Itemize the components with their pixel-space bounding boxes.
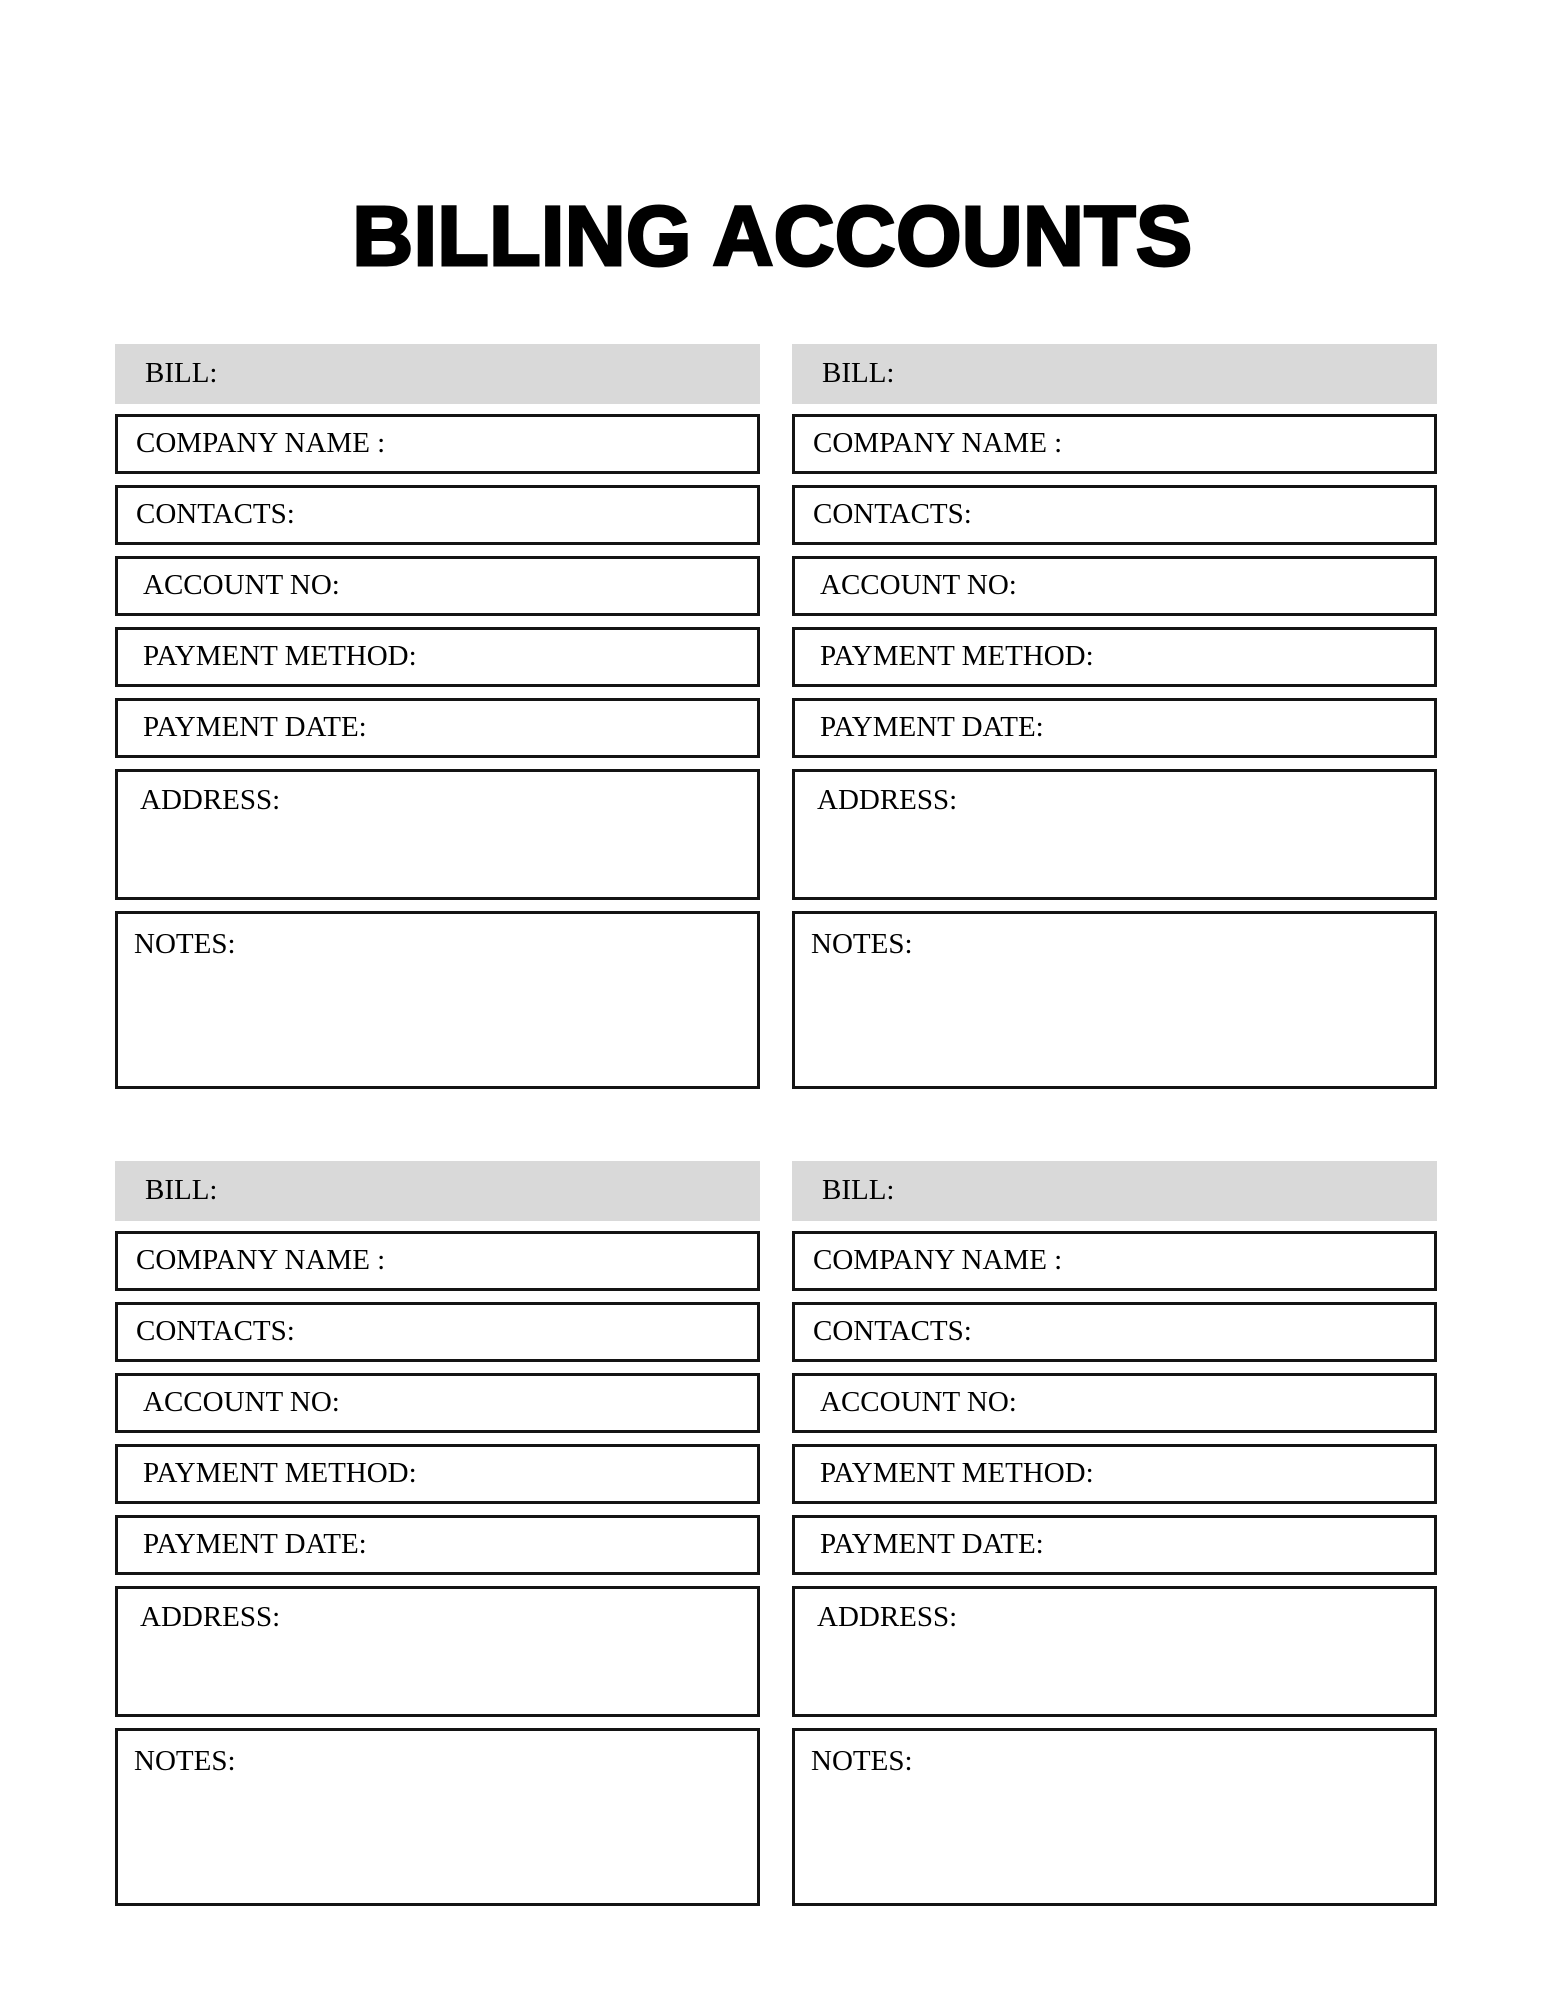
address-field[interactable] — [115, 769, 760, 900]
payment-method-field[interactable] — [792, 1444, 1437, 1504]
contacts-label: CONTACTS: — [136, 1315, 295, 1348]
account-no-label: ACCOUNT NO: — [143, 1386, 340, 1419]
company-name-field[interactable] — [792, 414, 1437, 474]
account-no-field[interactable] — [792, 1373, 1437, 1433]
contacts-field[interactable] — [115, 485, 760, 545]
payment-date-field[interactable] — [792, 1515, 1437, 1575]
payment-method-label: PAYMENT METHOD: — [143, 1457, 417, 1490]
notes-field[interactable] — [115, 911, 760, 1089]
account-no-label: ACCOUNT NO: — [820, 1386, 1017, 1419]
account-no-field[interactable] — [115, 1373, 760, 1433]
account-no-label: ACCOUNT NO: — [143, 569, 340, 602]
cards-grid — [115, 344, 1437, 1906]
notes-label: NOTES: — [134, 928, 236, 961]
notes-field[interactable] — [792, 911, 1437, 1089]
bill-label: BILL: — [822, 357, 895, 390]
payment-date-field[interactable] — [115, 698, 760, 758]
bill-label: BILL: — [145, 1174, 218, 1207]
bill-label: BILL: — [822, 1174, 895, 1207]
notes-field[interactable] — [792, 1728, 1437, 1906]
account-no-field[interactable] — [115, 556, 760, 616]
bill-name-field[interactable] — [792, 344, 1437, 404]
billing-card-bottom-right — [792, 1161, 1437, 1906]
address-label: ADDRESS: — [817, 784, 958, 817]
bill-name-field[interactable] — [792, 1161, 1437, 1221]
bill-name-field[interactable] — [115, 1161, 760, 1221]
page-title: BILLING ACCOUNTS — [352, 189, 1193, 284]
address-label: ADDRESS: — [140, 1601, 281, 1634]
payment-date-label: PAYMENT DATE: — [143, 1528, 367, 1561]
payment-method-field[interactable] — [115, 627, 760, 687]
payment-method-label: PAYMENT METHOD: — [820, 640, 1094, 673]
notes-field[interactable] — [115, 1728, 760, 1906]
account-no-label: ACCOUNT NO: — [820, 569, 1017, 602]
payment-method-field[interactable] — [792, 627, 1437, 687]
payment-method-field[interactable] — [115, 1444, 760, 1504]
payment-date-label: PAYMENT DATE: — [143, 711, 367, 744]
notes-label: NOTES: — [811, 1745, 913, 1778]
company-name-field[interactable] — [115, 414, 760, 474]
company-name-label: COMPANY NAME : — [813, 427, 1063, 460]
address-field[interactable] — [115, 1586, 760, 1717]
address-label: ADDRESS: — [817, 1601, 958, 1634]
company-name-field[interactable] — [792, 1231, 1437, 1291]
address-label: ADDRESS: — [140, 784, 281, 817]
contacts-label: CONTACTS: — [813, 498, 972, 531]
contacts-field[interactable] — [792, 485, 1437, 545]
company-name-label: COMPANY NAME : — [136, 427, 386, 460]
company-name-label: COMPANY NAME : — [813, 1244, 1063, 1277]
address-field[interactable] — [792, 769, 1437, 900]
billing-card-top-right — [792, 344, 1437, 1089]
payment-date-label: PAYMENT DATE: — [820, 711, 1044, 744]
payment-method-label: PAYMENT METHOD: — [820, 1457, 1094, 1490]
billing-card-top-left — [115, 344, 760, 1089]
contacts-field[interactable] — [792, 1302, 1437, 1362]
contacts-label: CONTACTS: — [813, 1315, 972, 1348]
contacts-field[interactable] — [115, 1302, 760, 1362]
notes-label: NOTES: — [134, 1745, 236, 1778]
company-name-label: COMPANY NAME : — [136, 1244, 386, 1277]
bill-label: BILL: — [145, 357, 218, 390]
payment-date-field[interactable] — [792, 698, 1437, 758]
billing-card-bottom-left — [115, 1161, 760, 1906]
contacts-label: CONTACTS: — [136, 498, 295, 531]
bill-name-field[interactable] — [115, 344, 760, 404]
address-field[interactable] — [792, 1586, 1437, 1717]
company-name-field[interactable] — [115, 1231, 760, 1291]
account-no-field[interactable] — [792, 556, 1437, 616]
notes-label: NOTES: — [811, 928, 913, 961]
payment-date-label: PAYMENT DATE: — [820, 1528, 1044, 1561]
payment-method-label: PAYMENT METHOD: — [143, 640, 417, 673]
payment-date-field[interactable] — [115, 1515, 760, 1575]
